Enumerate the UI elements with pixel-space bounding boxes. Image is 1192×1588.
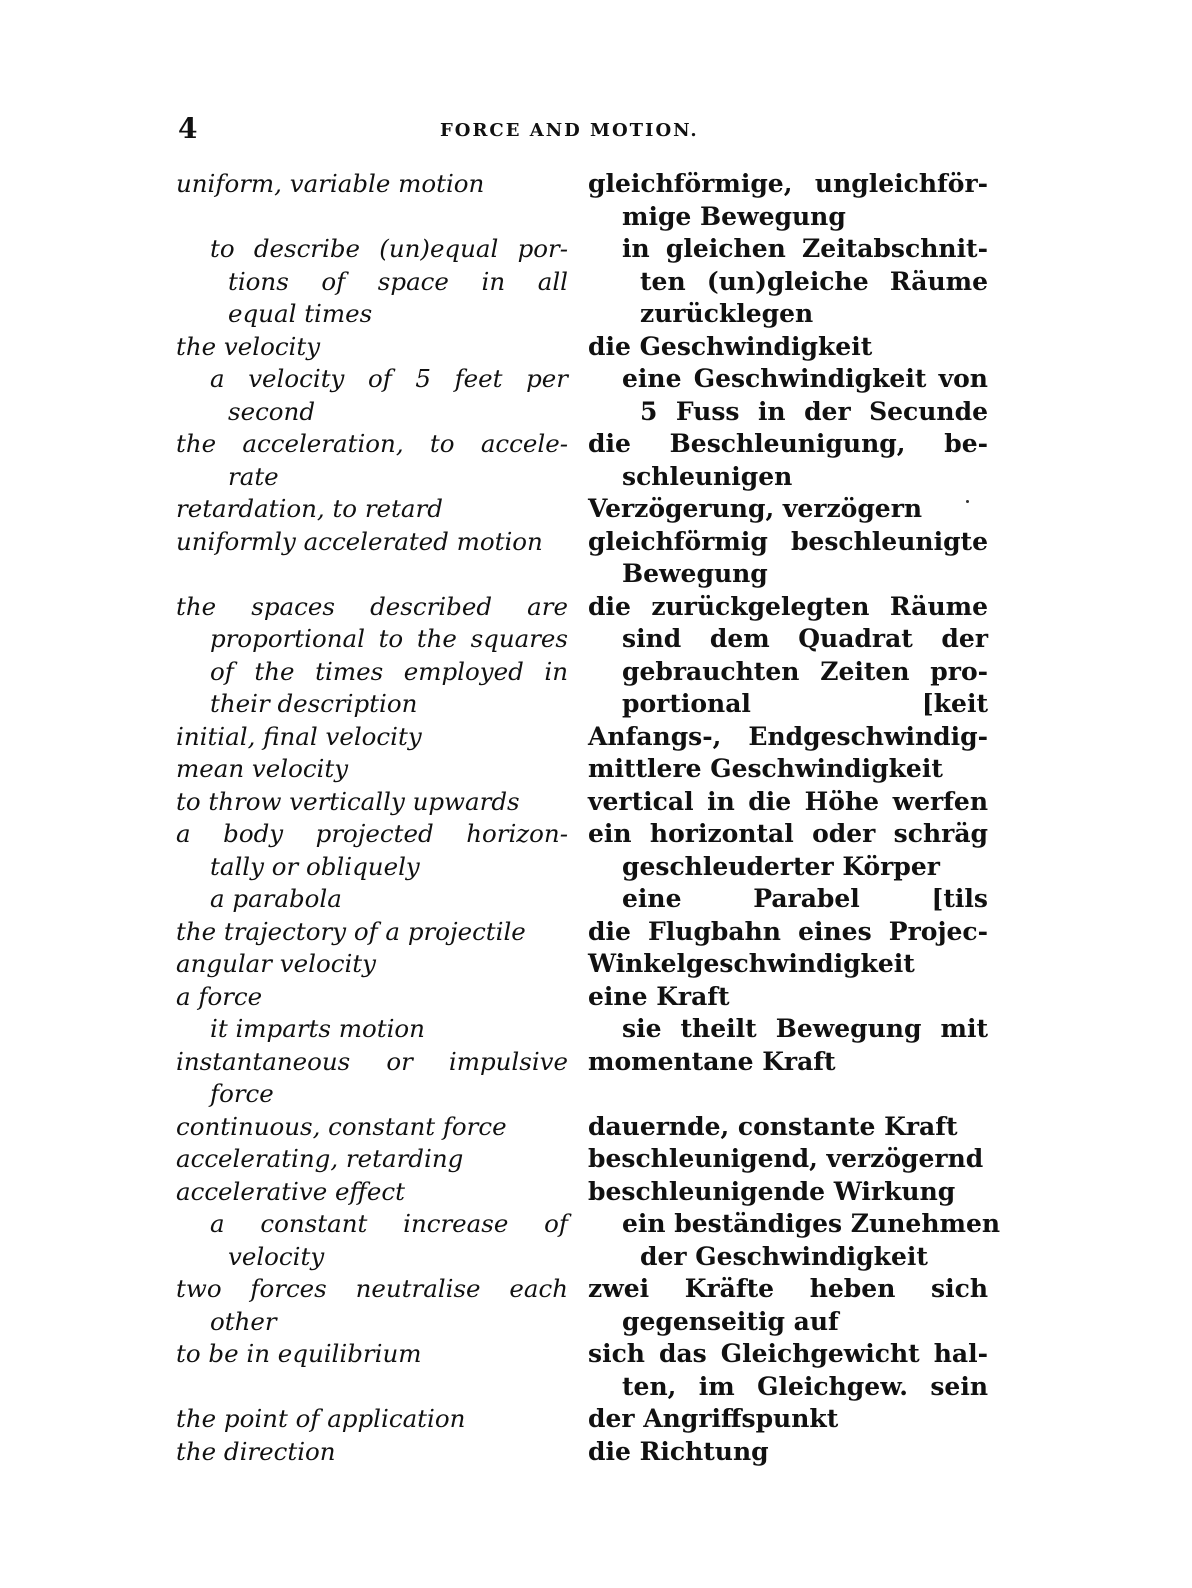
english-line: to describe (un)equal por- [210, 234, 568, 263]
english-line: retardation, to retard [176, 494, 443, 523]
page-number: 4 [178, 112, 198, 145]
german-line: Anfangs-, Endgeschwindig- [588, 721, 988, 751]
english-line: to be in equilibrium [176, 1339, 422, 1368]
german-line: eine Parabel [tils [622, 884, 988, 913]
english-line: tally or obliquely [210, 851, 420, 881]
english-line: equal times [228, 299, 373, 328]
german-line: die Beschleunigung, be- [588, 429, 988, 458]
german-line: Bewegung [622, 559, 768, 588]
german-line: zurücklegen [640, 299, 814, 328]
german-line: der Angriffspunkt [588, 1404, 839, 1433]
german-line: sich das Gleichgewicht hal- [588, 1339, 988, 1368]
german-line: die Richtung [588, 1436, 769, 1466]
german-line: gegenseitig auf [622, 1306, 839, 1336]
german-line: ten (un)gleiche Räume [640, 266, 988, 296]
german-line: ein beständiges Zunehmen [622, 1209, 1001, 1238]
german-line: geschleuderter Körper [622, 851, 940, 881]
german-line: gleichförmig beschleunigte [588, 526, 988, 556]
english-line: angular velocity [176, 949, 376, 978]
german-line: vertical in die Höhe werfen [588, 786, 988, 816]
english-line: a force [176, 981, 263, 1011]
english-spacer [176, 558, 568, 591]
english-line: initial, final velocity [176, 721, 422, 751]
german-line: momentane Kraft [588, 1046, 836, 1076]
english-line: the point of application [176, 1404, 466, 1433]
german-line: portional [keit [622, 689, 988, 718]
running-title: FORCE AND MOTION. [440, 120, 699, 141]
english-line: the velocity [176, 331, 321, 361]
english-line: a parabola [210, 884, 342, 913]
english-spacer [176, 1371, 568, 1404]
english-line: a constant increase of [210, 1209, 568, 1238]
german-line: ein horizontal oder schräg [588, 819, 988, 848]
german-line: gleichförmige, ungleichför- [588, 169, 988, 198]
german-line: mige Bewegung [622, 201, 846, 231]
english-line: the direction [176, 1436, 336, 1466]
german-line: die Flugbahn eines Projec- [588, 916, 988, 946]
german-line: gebrauchten Zeiten pro- [622, 656, 988, 686]
german-line: die Geschwindigkeit [588, 331, 873, 361]
english-line: other [210, 1306, 277, 1336]
german-line: eine Kraft [588, 981, 730, 1011]
german-line: Winkelgeschwindigkeit [588, 949, 915, 978]
german-line: schleunigen [622, 461, 793, 491]
german-line: 5 Fuss in der Secunde [640, 396, 988, 426]
english-line: the acceleration, to accele- [176, 429, 568, 458]
english-line: two forces neutralise each [176, 1274, 568, 1303]
english-line: proportional to the squares [210, 624, 568, 653]
english-line: their description [210, 689, 418, 718]
english-line: the trajectory of a projectile [176, 916, 526, 946]
german-column [588, 168, 1001, 1468]
english-line: it imparts motion [210, 1014, 425, 1043]
english-line: to throw vertically upwards [176, 786, 520, 816]
english-line: rate [228, 461, 279, 491]
english-line: accelerative effect [176, 1176, 405, 1206]
german-line: dauernde, constante Kraft [588, 1111, 958, 1141]
english-line: continuous, constant force [176, 1111, 507, 1141]
english-line: mean velocity [176, 754, 349, 783]
english-line: the spaces described are [176, 591, 568, 621]
english-line: uniform, variable motion [176, 169, 485, 198]
german-line: beschleunigende Wirkung [588, 1176, 956, 1206]
english-line: of the times employed in [210, 656, 568, 686]
german-line: Verzögerung, verzögern [588, 494, 923, 523]
german-spacer [588, 1078, 988, 1111]
german-line: mittlere Geschwindigkeit [588, 754, 943, 783]
print-speck [966, 500, 969, 503]
german-line: zwei Kräfte heben sich [588, 1274, 988, 1303]
english-column [176, 168, 568, 1468]
german-line: ten, im Gleichgew. sein [622, 1371, 988, 1401]
german-line: die zurückgelegten Räume [588, 591, 988, 621]
english-spacer [176, 201, 568, 234]
german-line: der Geschwindigkeit [640, 1241, 928, 1271]
english-line: force [210, 1079, 274, 1108]
english-line: tions of space in all [228, 266, 568, 296]
english-line: instantaneous or impulsive [176, 1046, 568, 1076]
german-line: beschleunigend, verzögernd [588, 1144, 984, 1173]
german-line: eine Geschwindigkeit von [622, 364, 988, 393]
english-line: uniformly accelerated motion [176, 526, 543, 556]
german-line: in gleichen Zeitabschnit- [622, 234, 988, 263]
english-line: accelerating, retarding [176, 1144, 464, 1173]
english-line: a velocity of 5 feet per [210, 364, 568, 393]
german-line: sie theilt Bewegung mit [622, 1014, 988, 1043]
german-line: sind dem Quadrat der [622, 624, 988, 653]
english-line: a body projected horizon- [176, 819, 568, 848]
english-line: velocity [228, 1241, 325, 1271]
english-line: second [228, 396, 316, 426]
